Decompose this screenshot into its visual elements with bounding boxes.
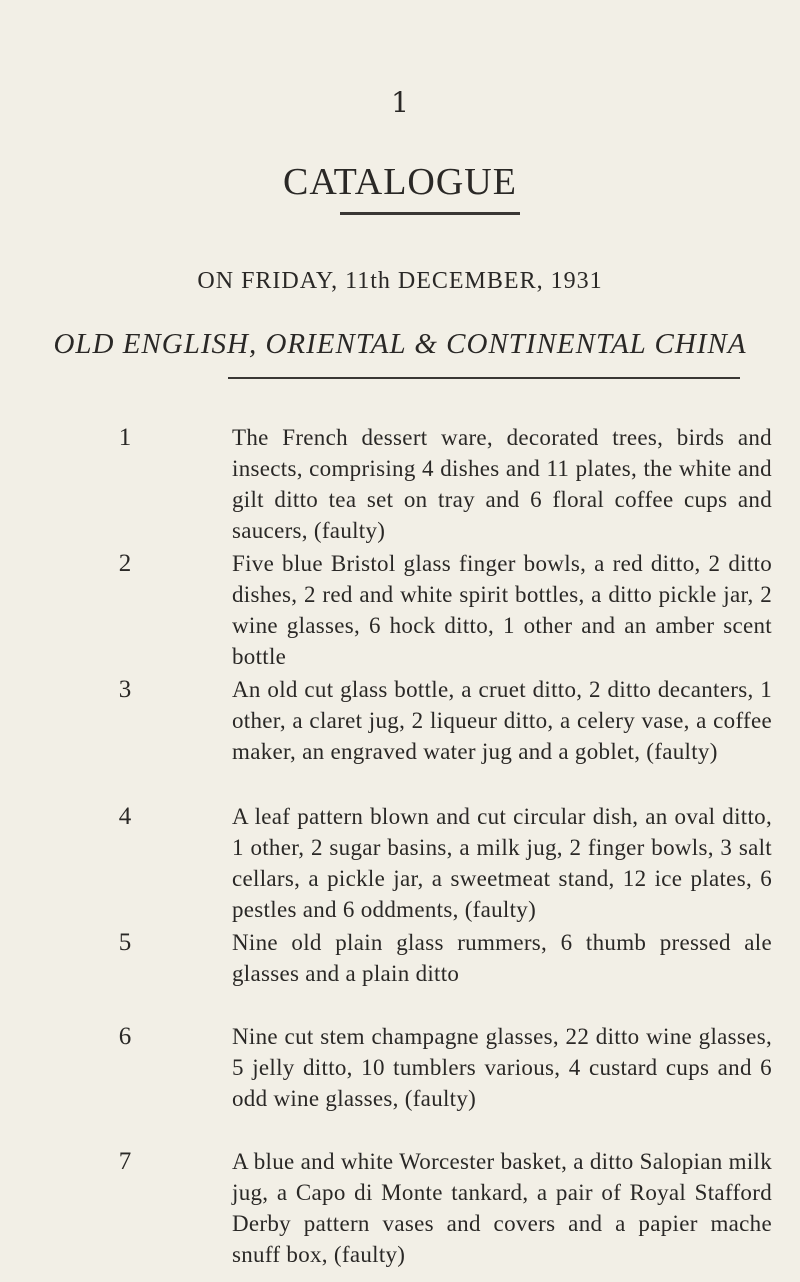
- lot-number: 6: [118, 1023, 132, 1050]
- sale-date: ON FRIDAY, 11th DECEMBER, 1931: [197, 268, 603, 294]
- lot-number: 7: [118, 1148, 132, 1175]
- lot-description: Nine old plain glass rummers, 6 thumb pressed ale glasses and a plain ditto: [232, 930, 772, 986]
- title-underline: [340, 212, 520, 215]
- catalogue-title: CATALOGUE: [283, 161, 517, 203]
- lot-description: A leaf pattern blown and cut circular dish, an oval ditto, 1 other, 2 sugar basins, a milk jug, 2 finger bowls, 3 salt cellars, a pickle jar, a sweetmeat stand, 12 ice plates, 6 pestles and 6 oddments, (faulty): [232, 804, 772, 922]
- lot-description: An old cut glass bottle, a cruet ditto, 2 ditto decanters, 1 other, a claret jug, 2 liqueur ditto, a celery vase, a coffee maker, an engraved water jug and a goblet, (faulty): [232, 677, 772, 764]
- lot-number: 3: [118, 676, 132, 703]
- lot-description: Five blue Bristol glass finger bowls, a red ditto, 2 ditto dishes, 2 red and white spirit bottles, a ditto pickle jar, 2 wine glasses, 6 hock ditto, 1 other and an amber scent bottle: [232, 551, 772, 669]
- lot-number: 4: [118, 803, 132, 830]
- lot-number: 1: [118, 424, 132, 451]
- lot-description: The French dessert ware, decorated trees, birds and insects, comprising 4 dishes and 11 plates, the white and gilt ditto tea set on tray and 6 floral coffee cups and saucers, (faulty): [232, 425, 772, 543]
- lot-description: Nine cut stem champagne glasses, 22 ditto wine glasses, 5 jelly ditto, 10 tumblers various, 4 custard cups and 6 odd wine glasses, (faulty): [232, 1024, 772, 1111]
- section-heading: OLD ENGLISH, ORIENTAL & CONTINENTAL CHINA: [53, 328, 747, 360]
- section-divider: [228, 377, 740, 379]
- lot-description: A blue and white Worcester basket, a ditto Salopian milk jug, a Capo di Monte tankard, a pair of Royal Stafford Derby pattern vases and covers and a papier mache snuff box, (faulty): [232, 1149, 772, 1267]
- page-number: 1: [391, 86, 409, 119]
- lot-number: 5: [118, 929, 132, 956]
- lot-number: 2: [118, 550, 132, 577]
